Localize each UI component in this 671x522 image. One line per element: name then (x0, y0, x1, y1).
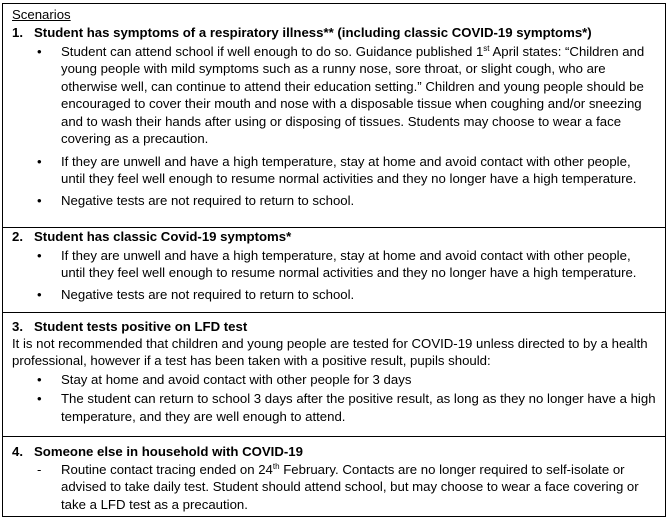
bullet-icon: • (37, 44, 42, 59)
list-item-text-cont: April states: “Children and young people with mild symptoms such as a runny nose, sore throat, or slight cough, who are otherwise well, can continue to attend their education setting.” Children and young people should be encouraged to cover their mouth and nose with a disposable tissue when coughing and/or sneezing and to wash their hands after using or disposing of tissues. Students may choose to wear a face covering as a precaution. (61, 44, 645, 147)
scenario-4-heading (12, 443, 303, 460)
list-item-text: Stay at home and avoid contact with other people for 3 days (61, 372, 412, 387)
scenario-1-heading (12, 24, 592, 41)
scenario-3-heading (12, 318, 247, 335)
scenario-number: 4. (12, 444, 23, 459)
bullet-icon: • (37, 372, 42, 387)
scenario-3-list (3, 371, 657, 425)
bullet-icon: • (37, 154, 42, 169)
scenarios-table (2, 3, 666, 517)
scenario-heading-text: Someone else in household with COVID-19 (34, 444, 303, 459)
scenario-number: 2. (12, 229, 23, 244)
scenario-heading-text: Student tests positive on LFD test (34, 319, 248, 334)
list-item (3, 153, 657, 188)
list-item (3, 192, 657, 209)
list-item-text: The student can return to school 3 days after the positive result, as long as they no longer have a high temperature, and they are well enough to attend. (61, 391, 656, 424)
list-item (3, 43, 657, 147)
bullet-icon: • (37, 391, 42, 407)
scenario-2-list (3, 247, 657, 303)
superscript: st (483, 44, 490, 53)
scenario-number: 3. (12, 319, 23, 334)
list-item (3, 286, 657, 303)
table-title: Scenarios (12, 7, 71, 22)
list-item (3, 371, 657, 388)
list-item-text: Negative tests are not required to return to school. (61, 192, 355, 208)
list-item-text-cont: February. Contacts are no longer required to self-isolate or advised to take daily test. Student should attend school, but may choose to wear a face covering or take a LFD test as a precaution. (61, 462, 639, 512)
bullet-icon: • (37, 192, 42, 208)
dash-icon: - (37, 462, 42, 477)
scenario-4-cell (3, 437, 665, 517)
bullet-icon: • (37, 248, 42, 263)
list-item-text: Student can attend school if well enough to do so. Guidance published 1 (61, 44, 484, 59)
scenario-3-cell (3, 313, 665, 437)
bullet-icon: • (37, 286, 42, 302)
scenario-heading-text: Student has symptoms of a respiratory illness** (including classic COVID-19 symptoms*) (34, 25, 592, 40)
scenario-1-cell (3, 4, 665, 228)
scenario-1-list (3, 43, 657, 209)
list-item (3, 461, 657, 513)
scenario-2-heading (12, 228, 291, 245)
scenario-2-cell (3, 228, 665, 313)
superscript: th (272, 462, 280, 471)
scenario-4-list (3, 461, 657, 513)
list-item-text: If they are unwell and have a high temperature, stay at home and avoid contact with other people, until they feel well enough to resume normal activities and they no longer have a high temperature. (61, 248, 637, 281)
list-item (3, 247, 657, 282)
scenario-3-intro: It is not recommended that children and young people are tested for COVID-19 unless directed to by a health professional, however if a test has been taken with a positive result, pupils should: (12, 336, 648, 369)
scenario-heading-text: Student has classic Covid-19 symptoms* (34, 229, 292, 244)
list-item-text: Negative tests are not required to return to school. (61, 286, 355, 302)
scenario-number: 1. (12, 25, 23, 40)
list-item (3, 390, 657, 425)
list-item-text: Routine contact tracing ended on 24 (61, 462, 273, 477)
list-item-text: If they are unwell and have a high temperature, stay at home and avoid contact with other people, until they feel well enough to resume normal activities and they no longer have a high temperature. (61, 154, 637, 187)
